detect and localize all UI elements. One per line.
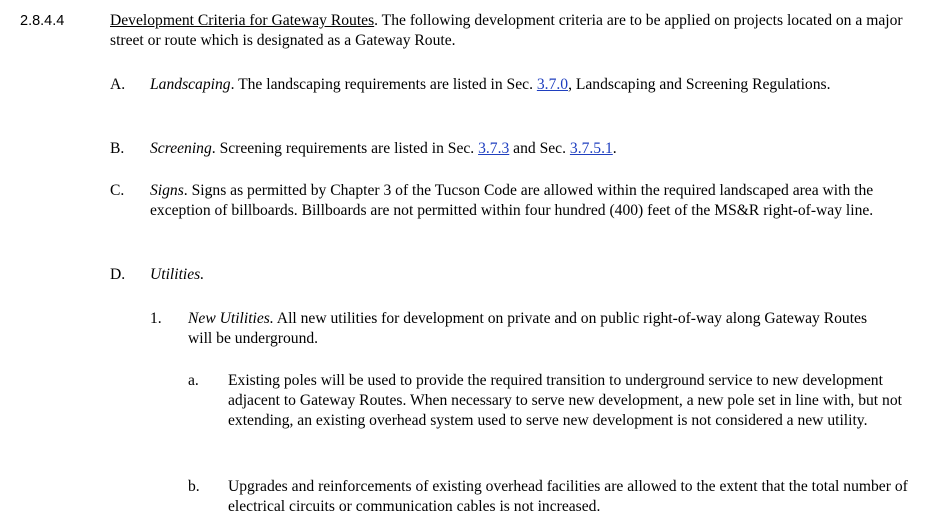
item-label: D. [110,266,126,283]
sub-item-heading: New Utilities. [188,310,274,327]
section-number: 2.8.4.4 [20,13,65,29]
item-text [150,75,910,95]
item-heading: Signs [150,182,184,199]
item-label: B. [110,140,125,157]
sub-item-label: 1. [150,310,162,327]
sub-sub-item-text: Existing poles will be used to provide the required transition to underground service to new development adjacent to Gateway Routes. When necessary to serve new development, a new pole set in line with, but not extending, an existing overhead system used to serve new development is not considered a new utility. [228,372,902,429]
list-item-a [110,75,910,95]
item-text-after: , Landscaping and Screening Regulations. [568,76,831,93]
section-intro: . The following development criteria are to be applied on projects located on a major street or route which is designated as a Gateway Route. [110,12,903,49]
item-text-mid: and Sec. [509,140,570,157]
sub-sub-item-label: b. [188,478,200,495]
item-label: A. [110,76,126,93]
section-title: Development Criteria for Gateway Routes [110,12,375,29]
item-heading: Utilities. [150,266,205,283]
sub-item-body: All new utilities for development on private and on public right-of-way along Gateway Routes will be underground. [188,310,868,347]
item-text-before: . Screening requirements are listed in Sec. [211,140,479,157]
sub-sub-item-a [188,371,908,431]
item-heading: Landscaping [150,76,231,93]
list-item-b [110,139,910,159]
item-text-before: . The landscaping requirements are listed in Sec. [230,76,537,93]
item-heading: Screening [150,140,212,157]
item-text-after: . [612,140,617,157]
item-text [150,181,910,221]
section-link-3-7-0[interactable]: 3.7.0 [536,76,569,93]
sub-item-1 [150,309,890,349]
section-link-3-7-5-1[interactable]: 3.7.5.1 [569,140,613,157]
item-body: . Signs as permitted by Chapter 3 of the Tucson Code are allowed within the required landscaped area with the exception of billboards. Billboards are not permitted within four hundred (400) feet of the MS&R right-of-way line. [150,182,874,219]
sub-sub-item-label: a. [188,372,199,389]
sub-sub-item-text: Upgrades and reinforcements of existing overhead facilities are allowed to the extent that the total number of electrical circuits or communication cables is not increased. [228,478,908,515]
item-label: C. [110,182,125,199]
section-link-3-7-3[interactable]: 3.7.3 [478,140,510,157]
list-item-d [110,265,910,285]
list-item-c [110,181,910,221]
sub-item-text [188,309,890,349]
sub-sub-item-b [188,477,908,517]
section-paragraph [110,11,910,51]
item-text [150,139,910,159]
